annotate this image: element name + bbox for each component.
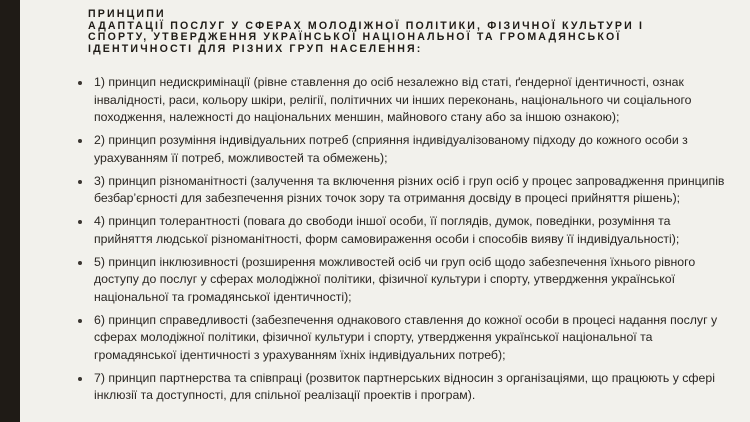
title-line: ПРИНЦИПИ <box>88 8 166 20</box>
bullet-dot-icon <box>78 261 82 265</box>
list-item <box>76 74 728 127</box>
list-item <box>76 173 728 208</box>
bullet-dot-icon <box>78 220 82 224</box>
title-line: ІДЕНТИЧНОСТІ ДЛЯ РІЗНИХ ГРУП НАСЕЛЕННЯ: <box>88 42 423 55</box>
bullet-dot-icon <box>78 180 82 184</box>
list-item-text: 4) принцип толерантності (повага до свободи іншої особи, її поглядів, думок, поведінки, розуміння та прийняття людської різноманітності, форм самовираження особи і способів вияву її індивідуальності); <box>94 214 680 246</box>
list-item-text: 7) принцип партнерства та співпраці (розвиток партнерських відносин з організаціями, що працюють у сфері інклюзії та доступності, для спільної реалізації проектів і програм). <box>94 370 715 402</box>
principles-list <box>76 74 728 410</box>
bullet-dot-icon <box>78 139 82 143</box>
bullet-dot-icon <box>78 81 82 85</box>
list-item <box>76 213 728 248</box>
list-item <box>76 312 728 365</box>
list-item <box>76 254 728 307</box>
list-item-text: 2) принцип розуміння індивідуальних потреб (сприяння індивідуалізованому підходу до кожного особи з урахуванням її потреб, можливостей та обмежень); <box>94 133 688 165</box>
bullet-dot-icon <box>78 377 82 381</box>
list-item <box>76 370 728 405</box>
list-item-text: 5) принцип інклюзивності (розширення можливостей осіб чи груп осіб щодо забезпечення їхнього рівного доступу до послуг у сферах молодіжної політики, фізичної культури і спорту, утвердження української національної та громадянської ідентичності); <box>94 254 696 304</box>
list-item-text: 6) принцип справедливості (забезпечення однакового ставлення до кожної особи в процесі надання послуг у сферах молодіжної політики, фізичної культури і спорту, утвердження української національної та громадянської ідентичності з урахуванням їхніх індивідуальних потреб); <box>94 312 718 362</box>
slide-title <box>88 9 728 55</box>
bullet-dot-icon <box>78 319 82 323</box>
list-item <box>76 132 728 167</box>
title-line: АДАПТАЦІЇ ПОСЛУГ У СФЕРАХ МОЛОДІЖНОЇ ПОЛІТИКИ, ФІЗИЧНОЇ КУЛЬТУРИ І <box>88 19 645 32</box>
title-line: СПОРТУ, УТВЕРДЖЕННЯ УКРАЇНСЬКОЇ НАЦІОНАЛЬНОЇ ТА ГРОМАДЯНСЬКОЇ <box>88 31 622 44</box>
list-item-text: 3) принцип різноманітності (залучення та включення різних осіб і груп осіб у процес запровадження принципів безбар’єрності для забезпечення різних точок зору та отримання досвіду в процесі прийняття рішень); <box>94 173 725 205</box>
list-item-text: 1) принцип недискримінації (рівне ставлення до осіб незалежно від статі, ґендерної ідентичності, ознак інвалідності, раси, кольору шкіри, релігії, політичних чи інших переконань, національного чи соціального походження, належності до національних меншин, майнового стану або за іншою ознакою); <box>94 75 692 124</box>
accent-bar <box>0 0 20 422</box>
